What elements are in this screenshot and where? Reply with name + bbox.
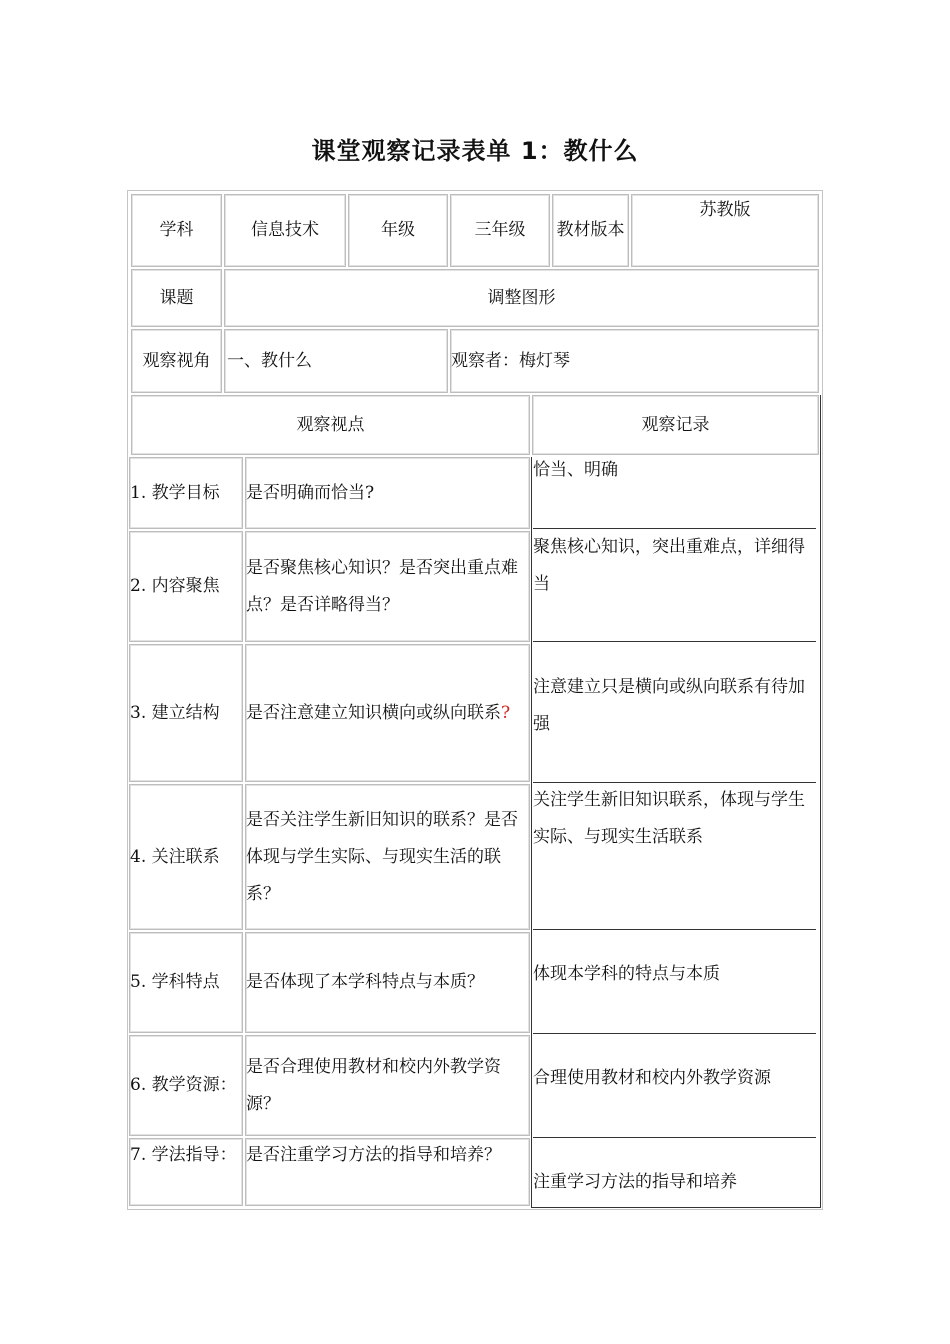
perspective-label: 观察视角 (131, 329, 222, 393)
row-record: 注重学习方法的指导和培养 (533, 1172, 737, 1192)
row-item: 1. 教学目标 (129, 457, 243, 529)
record-divider (533, 1137, 816, 1138)
grade-value: 三年级 (450, 194, 550, 267)
row-record: 聚焦核心知识，突出重难点，详细得当 (533, 537, 805, 594)
edition-label: 教材版本 (552, 194, 629, 267)
subject-label: 学科 (131, 194, 222, 267)
row-question: 是否聚焦核心知识？是否突出重点难点？是否详略得当？ (245, 531, 530, 642)
record-column-left-border (531, 457, 532, 1208)
perspective-value: 一、教什么 (224, 329, 448, 393)
row-question: 是否关注学生新旧知识的联系？是否体现与学生实际、与现实生活的联系？ (245, 784, 530, 930)
row-item: 7. 学法指导： (129, 1138, 243, 1206)
topic-label: 课题 (131, 269, 222, 327)
row-record: 体现本学科的特点与本质 (533, 964, 720, 984)
record-divider (533, 1033, 816, 1034)
row-question: 是否明确而恰当? (245, 457, 530, 529)
row-record: 恰当、明确 (533, 460, 618, 480)
row-question: 是否注意建立知识横向或纵向联系? (245, 644, 530, 782)
topic-value: 调整图形 (224, 269, 819, 327)
record-column-bottom-border (531, 1207, 821, 1208)
row-item: 5. 学科特点 (129, 932, 243, 1033)
page-title: 课堂观察记录表单 1：教什么 (311, 137, 639, 165)
subject-value: 信息技术 (224, 194, 346, 267)
row-item: 2. 内容聚焦 (129, 531, 243, 642)
row-question: 是否注重学习方法的指导和培养？ (245, 1138, 530, 1206)
column-header-record: 观察记录 (532, 395, 819, 455)
record-divider (533, 641, 816, 642)
row-record: 关注学生新旧知识联系，体现与学生实际、与现实生活联系 (533, 790, 805, 847)
observer: 观察者：梅灯琴 (450, 329, 819, 393)
row-question: 是否体现了本学科特点与本质？ (245, 932, 530, 1033)
row-record: 合理使用教材和校内外教学资源 (533, 1068, 771, 1088)
record-divider (533, 929, 816, 930)
record-column-right-border (820, 395, 821, 1208)
grade-label: 年级 (348, 194, 448, 267)
row-item: 3. 建立结构 (129, 644, 243, 782)
column-header-point: 观察视点 (131, 395, 530, 455)
row-item: 6. 教学资源： (129, 1035, 243, 1136)
row-item: 4. 关注联系 (129, 784, 243, 930)
row-question: 是否合理使用教材和校内外教学资源？ (245, 1035, 530, 1136)
row-record: 注意建立只是横向或纵向联系有待加强 (533, 677, 805, 734)
edition-value: 苏教版 (631, 194, 819, 267)
